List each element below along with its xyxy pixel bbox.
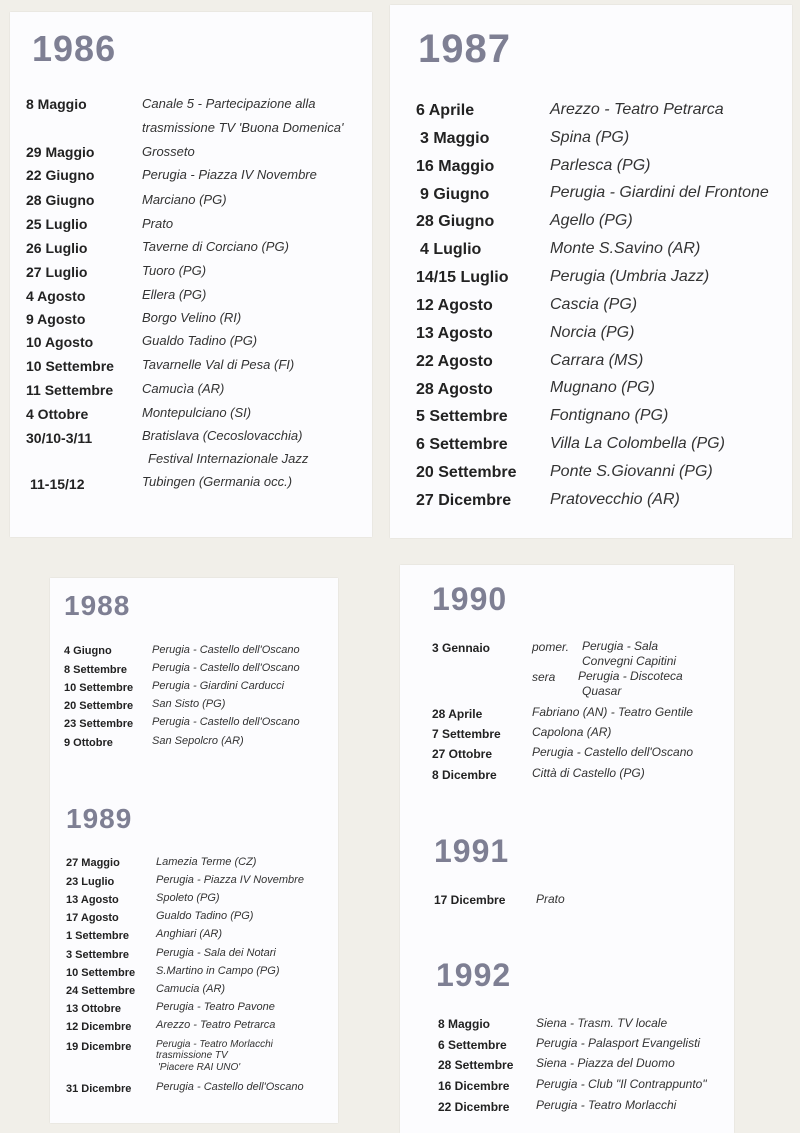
event-place: Tubingen (Germania occ.) [142, 474, 293, 489]
event-date: 3 Maggio [420, 130, 490, 147]
event-place: Perugia - Castello dell'Oscano [152, 662, 300, 674]
event-detail: trasmissione TV 'Buona Domenica' [142, 120, 344, 135]
event-place: Perugia - Palasport Evangelisti [536, 1036, 701, 1050]
event-place: Fontignano (PG) [550, 407, 669, 424]
event-place: Capolona (AR) [532, 725, 612, 739]
event-place: Montepulciano (SI) [142, 405, 252, 420]
event-date: 11-15/12 [30, 476, 85, 492]
year-heading: 1991 [434, 833, 510, 869]
event-place: Lamezia Terme (CZ) [156, 856, 257, 868]
event-place: Agello (PG) [550, 212, 633, 229]
event-date: 4 Ottobre [26, 406, 89, 422]
event-date: 27 Ottobre [432, 747, 493, 761]
event-date: 8 Maggio [26, 96, 87, 112]
event-detail: Festival Internazionale Jazz [148, 451, 309, 466]
event-date: 23 Luglio [66, 876, 115, 888]
event-date: 3 Settembre [66, 949, 129, 961]
event-date: 26 Luglio [26, 240, 88, 256]
event-place: Perugia - Castello dell'Oscano [152, 716, 300, 728]
event-date: 28 Settembre [438, 1058, 514, 1072]
year-heading: 1987 [418, 27, 511, 71]
year-heading: 1986 [32, 28, 117, 69]
event-place: Spoleto (PG) [156, 892, 220, 904]
event-place: Norcia (PG) [550, 324, 635, 341]
event-place: Grosseto [142, 144, 195, 159]
event-date: 6 Settembre [438, 1038, 507, 1052]
event-place: Taverne di Corciano (PG) [142, 239, 289, 254]
event-date: 9 Agosto [26, 311, 86, 327]
event-place: Perugia - Piazza IV Novembre [142, 167, 317, 182]
event-place: Perugia - Sala dei Notari [156, 947, 276, 959]
event-date: 8 Settembre [64, 664, 127, 676]
event-place: Spina (PG) [550, 129, 630, 146]
event-date: 20 Settembre [416, 464, 517, 481]
year-heading: 1990 [432, 581, 508, 617]
event-date: 4 Agosto [26, 288, 86, 304]
event-place: Fabriano (AN) - Teatro Gentile [532, 705, 693, 719]
event-place: Gualdo Tadino (PG) [142, 333, 258, 348]
card-1986 [10, 12, 372, 537]
event-date: 3 Gennaio [432, 641, 491, 655]
event-date: 27 Luglio [26, 264, 88, 280]
card-1988-1989 [50, 578, 338, 1123]
event-detail: Convegni Capitini [582, 654, 677, 668]
event-place: Ellera (PG) [142, 287, 207, 302]
event-place: Borgo Velino (RI) [142, 310, 242, 325]
event-date: 28 Aprile [432, 707, 483, 721]
event-place: Pratovecchio (AR) [550, 491, 680, 508]
event-place: Tuoro (PG) [142, 263, 207, 278]
card-1990-1992 [400, 565, 734, 1133]
event-place: San Sepolcro (AR) [152, 735, 244, 747]
event-date: 30/10-3/11 [26, 430, 93, 446]
event-place: Ponte S.Giovanni (PG) [550, 463, 713, 480]
event-detail: Quasar [582, 684, 622, 698]
event-place: Perugia - Club "Il Contrappunto" [536, 1077, 707, 1091]
event-date: 22 Giugno [26, 167, 95, 183]
event-date: 8 Maggio [438, 1017, 491, 1031]
year-heading: 1988 [64, 590, 131, 621]
event-place: Gualdo Tadino (PG) [156, 910, 254, 922]
event-date: 29 Maggio [26, 144, 95, 160]
event-place: Perugia - Giardini Carducci [152, 680, 285, 692]
event-date: 27 Maggio [66, 857, 120, 869]
event-place: Carrara (MS) [550, 352, 644, 369]
event-slot: sera [532, 670, 556, 684]
event-place: Monte S.Savino (AR) [550, 240, 701, 257]
card-1987 [390, 5, 792, 538]
event-date: 11 Settembre [26, 382, 114, 398]
event-date: 1 Settembre [66, 930, 129, 942]
event-date: 7 Settembre [432, 727, 501, 741]
event-date: 10 Agosto [26, 334, 94, 350]
event-date: 17 Dicembre [434, 893, 506, 907]
event-detail: 'Piacere RAI UNO' [158, 1062, 241, 1073]
event-place: Perugia - Discoteca [578, 669, 683, 683]
event-date: 8 Dicembre [432, 768, 497, 782]
event-place: Villa La Colombella (PG) [550, 435, 725, 452]
event-date: 28 Giugno [416, 213, 495, 230]
event-date: 9 Ottobre [64, 737, 113, 749]
event-date: 31 Dicembre [66, 1083, 132, 1095]
event-place: Perugia (Umbria Jazz) [550, 268, 710, 285]
event-date: 16 Maggio [416, 158, 495, 175]
event-date: 12 Dicembre [66, 1021, 132, 1033]
event-place: Anghiari (AR) [156, 928, 223, 940]
event-place: Città di Castello (PG) [532, 766, 645, 780]
event-place: Perugia - Teatro Pavone [156, 1001, 275, 1013]
event-date: 28 Agosto [416, 381, 493, 398]
event-date: 4 Luglio [420, 241, 482, 258]
event-date: 10 Settembre [26, 358, 114, 374]
event-place: Tavarnelle Val di Pesa (FI) [142, 357, 295, 372]
event-date: 5 Settembre [416, 408, 508, 425]
event-date: 14/15 Luglio [416, 269, 509, 286]
event-place: Perugia - Castello dell'Oscano [152, 644, 300, 656]
event-date: 4 Giugno [64, 645, 112, 657]
event-place: Perugia - Castello dell'Oscano [532, 745, 694, 759]
event-place: Bratislava (Cecoslovacchia) [142, 428, 303, 443]
event-date: 22 Agosto [416, 353, 493, 370]
event-place: Camucia (AR) [156, 983, 226, 995]
event-place: S.Martino in Campo (PG) [156, 965, 280, 977]
event-place: Canale 5 - Partecipazione alla [142, 96, 316, 111]
year-heading: 1989 [66, 803, 133, 834]
event-place: Perugia - Castello dell'Oscano [156, 1081, 304, 1093]
event-place: Perugia - Teatro Morlacchi [536, 1098, 677, 1112]
event-slot: pomer. [532, 640, 569, 654]
event-date: 13 Agosto [416, 325, 493, 342]
event-place: Prato [142, 216, 174, 231]
event-date: 25 Luglio [26, 216, 88, 232]
event-place: San Sisto (PG) [152, 698, 226, 710]
event-date: 13 Ottobre [66, 1003, 122, 1015]
event-place: Arezzo - Teatro Petrarca [550, 101, 724, 118]
event-place: Perugia - Sala [582, 639, 659, 653]
event-place: Parlesca (PG) [550, 157, 651, 174]
event-place: Siena - Trasm. TV locale [536, 1016, 668, 1030]
event-date: 19 Dicembre [66, 1041, 132, 1053]
event-place: Perugia - Giardini del Frontone [550, 184, 769, 201]
event-date: 24 Settembre [66, 985, 136, 997]
event-place: Siena - Piazza del Duomo [536, 1056, 675, 1070]
event-date: 6 Settembre [416, 436, 508, 453]
event-place: Prato [536, 892, 565, 906]
event-place: Camucìa (AR) [142, 381, 225, 396]
event-date: 27 Dicembre [416, 492, 512, 509]
year-heading: 1992 [436, 957, 512, 993]
event-date: 9 Giugno [420, 186, 490, 203]
event-date: 6 Aprile [416, 102, 475, 119]
event-date: 20 Settembre [64, 700, 134, 712]
event-date: 23 Settembre [64, 718, 134, 730]
event-place: Perugia - Piazza IV Novembre [156, 874, 304, 886]
event-place: Perugia - Teatro Morlacchi [156, 1039, 273, 1050]
event-place: Marciano (PG) [142, 192, 227, 207]
event-detail: trasmissione TV [156, 1050, 228, 1061]
event-date: 12 Agosto [416, 297, 493, 314]
event-date: 10 Settembre [66, 967, 136, 979]
event-place: Mugnano (PG) [550, 379, 655, 396]
event-date: 16 Dicembre [438, 1079, 510, 1093]
event-date: 10 Settembre [64, 682, 134, 694]
event-place: Arezzo - Teatro Petrarca [156, 1019, 276, 1031]
event-date: 13 Agosto [66, 894, 119, 906]
event-date: 17 Agosto [66, 912, 119, 924]
event-date: 28 Giugno [26, 192, 95, 208]
event-date: 22 Dicembre [438, 1100, 510, 1114]
event-place: Cascia (PG) [550, 296, 638, 313]
